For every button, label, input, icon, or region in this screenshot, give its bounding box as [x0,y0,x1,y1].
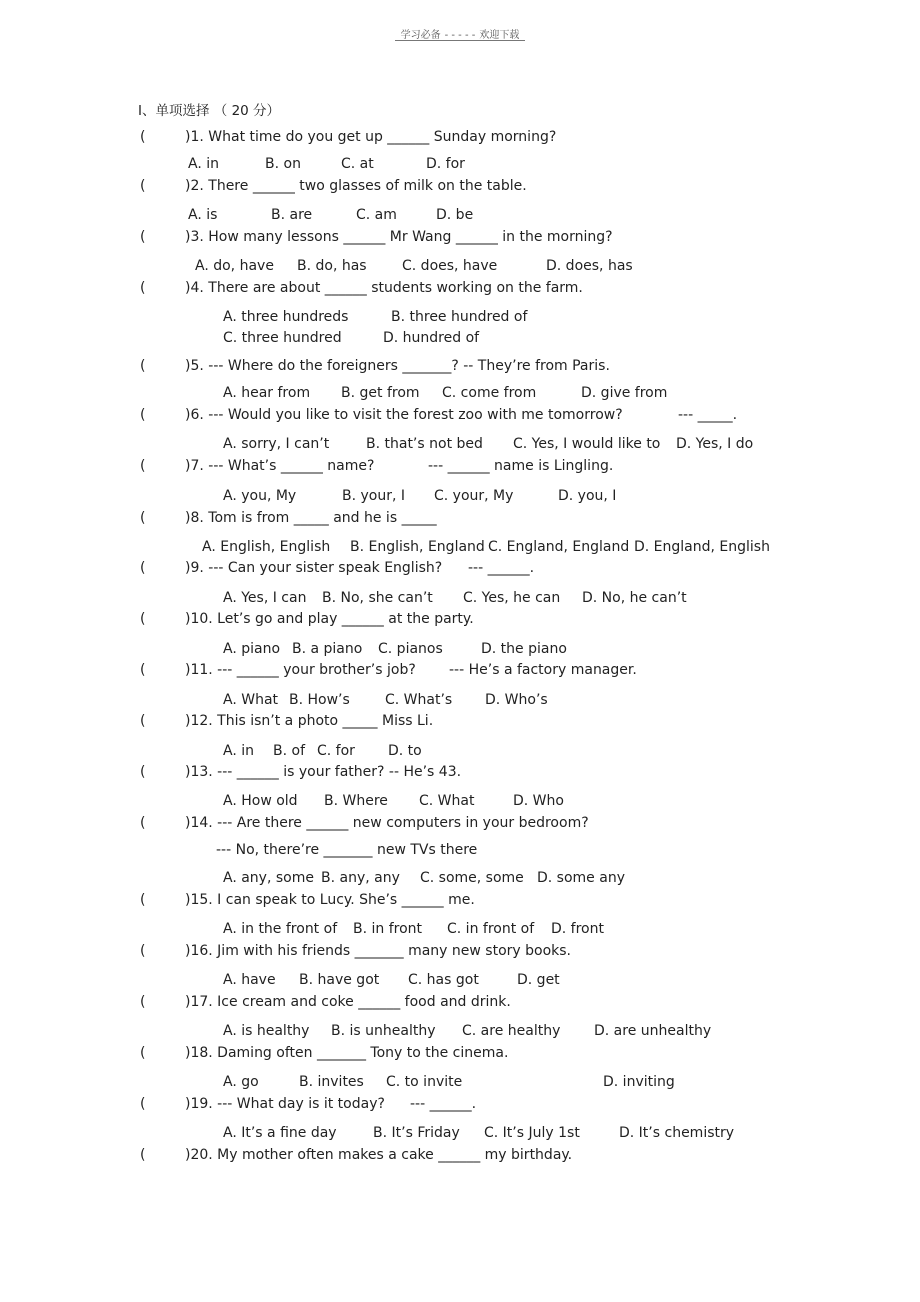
question-text: )15. I can speak to Lucy. She’s ______ me. [185,892,475,908]
option-c: C. What’s [385,692,453,708]
option-a: A. sorry, I can’t [223,436,330,452]
option-c: C. to invite [386,1074,463,1090]
option-c: C. for [317,743,355,759]
option-b: B. a piano [292,641,363,657]
question-text: )10. Let’s go and play ______ at the party. [185,611,474,627]
question-subline: --- No, there’re _______ new TVs there [216,842,478,858]
answer-paren: ( [140,229,146,245]
option-c: C. does, have [402,258,498,274]
question-text: )9. --- Can your sister speak English? [185,560,443,576]
option-d: D. does, has [546,258,633,274]
option-a: A. is [188,207,218,223]
question-tail: --- _____. [678,407,738,423]
header-right: 欢迎下载 [479,30,520,41]
option-b: B. invites [299,1074,364,1090]
option-d: D. for [426,156,465,172]
option-d: D. the piano [481,641,567,657]
option-b: B. It’s Friday [373,1125,460,1141]
question-text: )4. There are about ______ students working on the farm. [185,280,583,296]
option-c: C. Yes, he can [463,590,561,606]
question-text: )1. What time do you get up ______ Sunday morning? [185,129,557,145]
option-d: D. No, he can’t [582,590,687,606]
page-header [0,26,920,41]
option-b: B. do, has [297,258,367,274]
answer-paren: ( [140,510,146,526]
option-a: A. have [223,972,276,988]
answer-paren: ( [140,178,146,194]
option-d: D. Who [513,793,564,809]
question-text: )6. --- Would you like to visit the forest zoo with me tomorrow? [185,407,623,423]
option-c: C. at [341,156,374,172]
question-tail: --- ______. [410,1096,477,1112]
header-rule [395,40,525,41]
option-d: D. some any [537,870,625,886]
option-d: D. England, English [634,539,770,555]
answer-paren: ( [140,358,146,374]
option-d: D. give from [581,385,668,401]
question-text: )5. --- Where do the foreigners _______? -- They’re from Paris. [185,358,610,374]
option-c: C. Yes, I would like to [513,436,661,452]
question-text: )17. Ice cream and coke ______ food and drink. [185,994,511,1010]
question-tail: --- ______. [468,560,535,576]
option-c: C. pianos [378,641,443,657]
answer-paren: ( [140,713,146,729]
option-a: A. is healthy [223,1023,310,1039]
question-text: )20. My mother often makes a cake ______ my birthday. [185,1147,573,1163]
answer-paren: ( [140,764,146,780]
option-b: B. have got [299,972,380,988]
option-d: D. front [551,921,604,937]
option-c: C. am [356,207,397,223]
option-a: A. in [223,743,254,759]
option-b: B. three hundred of [391,309,528,325]
option-a: A. do, have [195,258,274,274]
question-tail: --- ______ name is Lingling. [428,458,614,474]
answer-paren: ( [140,994,146,1010]
answer-paren: ( [140,1096,146,1112]
question-text: )2. There ______ two glasses of milk on the table. [185,178,527,194]
option-d: D. get [517,972,560,988]
option-a: A. in the front of [223,921,338,937]
option-d: D. be [436,207,474,223]
answer-paren: ( [140,458,146,474]
question-text: )18. Daming often _______ Tony to the cinema. [185,1045,509,1061]
option-d: D. hundred of [383,330,480,346]
header-left: 学习必备 [400,30,441,41]
option-c: C. come from [442,385,537,401]
option-c: C. some, some [420,870,524,886]
option-a: A. go [223,1074,259,1090]
question-text: )16. Jim with his friends _______ many new story books. [185,943,572,959]
answer-paren: ( [140,611,146,627]
answer-paren: ( [140,943,146,959]
option-a: A. three hundreds [223,309,349,325]
question-text: )12. This isn’t a photo _____ Miss Li. [185,713,434,729]
option-a: A. piano [223,641,281,657]
answer-paren: ( [140,407,146,423]
option-a: A. English, English [202,539,331,555]
answer-paren: ( [140,280,146,296]
question-text: )8. Tom is from _____ and he is _____ [185,510,437,526]
option-b: B. your, I [342,488,406,504]
option-d: D. inviting [603,1074,675,1090]
option-d: D. are unhealthy [594,1023,712,1039]
option-b: B. of [273,743,305,759]
question-text: )19. --- What day is it today? [185,1096,385,1112]
option-a: A. in [188,156,219,172]
answer-paren: ( [140,1045,146,1061]
option-a: A. Yes, I can [223,590,307,606]
question-text: )13. --- ______ is your father? -- He’s 43. [185,764,462,780]
answer-paren: ( [140,560,146,576]
option-c: C. are healthy [462,1023,561,1039]
option-c: C. England, England [488,539,630,555]
option-b: B. any, any [321,870,400,886]
option-b: B. that’s not bed [366,436,483,452]
section-title: I、单项选择 （ 20 分） [138,103,281,119]
option-a: A. What [223,692,279,708]
option-a: A. It’s a fine day [223,1125,337,1141]
option-b: B. in front [353,921,423,937]
option-b: B. on [265,156,301,172]
option-c: C. in front of [447,921,535,937]
option-a: A. hear from [223,385,311,401]
answer-paren: ( [140,1147,146,1163]
header-dashes: - - - - - [444,30,476,41]
option-a: A. you, My [223,488,297,504]
question-text: )11. --- ______ your brother’s job? [185,662,416,678]
option-d: D. Who’s [485,692,548,708]
answer-paren: ( [140,892,146,908]
option-d: D. you, I [558,488,617,504]
option-d: D. Yes, I do [676,436,754,452]
option-b: B. Where [324,793,388,809]
option-b: B. English, England [350,539,485,555]
question-text: )14. --- Are there ______ new computers in your bedroom? [185,815,589,831]
option-b: B. No, she can’t [322,590,433,606]
option-b: B. get from [341,385,420,401]
option-a: A. any, some [223,870,314,886]
question-tail: --- He’s a factory manager. [449,662,637,678]
question-text: )7. --- What’s ______ name? [185,458,375,474]
answer-paren: ( [140,129,146,145]
option-c: C. your, My [434,488,514,504]
option-c: C. It’s July 1st [484,1125,580,1141]
question-text: )3. How many lessons ______ Mr Wang ______ in the morning? [185,229,613,245]
option-c: C. What [419,793,475,809]
answer-paren: ( [140,815,146,831]
option-a: A. How old [223,793,298,809]
option-b: B. are [271,207,313,223]
option-c: C. has got [408,972,479,988]
option-d: D. It’s chemistry [619,1125,735,1141]
option-d: D. to [388,743,422,759]
answer-paren: ( [140,662,146,678]
option-c: C. three hundred [223,330,342,346]
option-b: B. How’s [289,692,350,708]
option-b: B. is unhealthy [331,1023,436,1039]
